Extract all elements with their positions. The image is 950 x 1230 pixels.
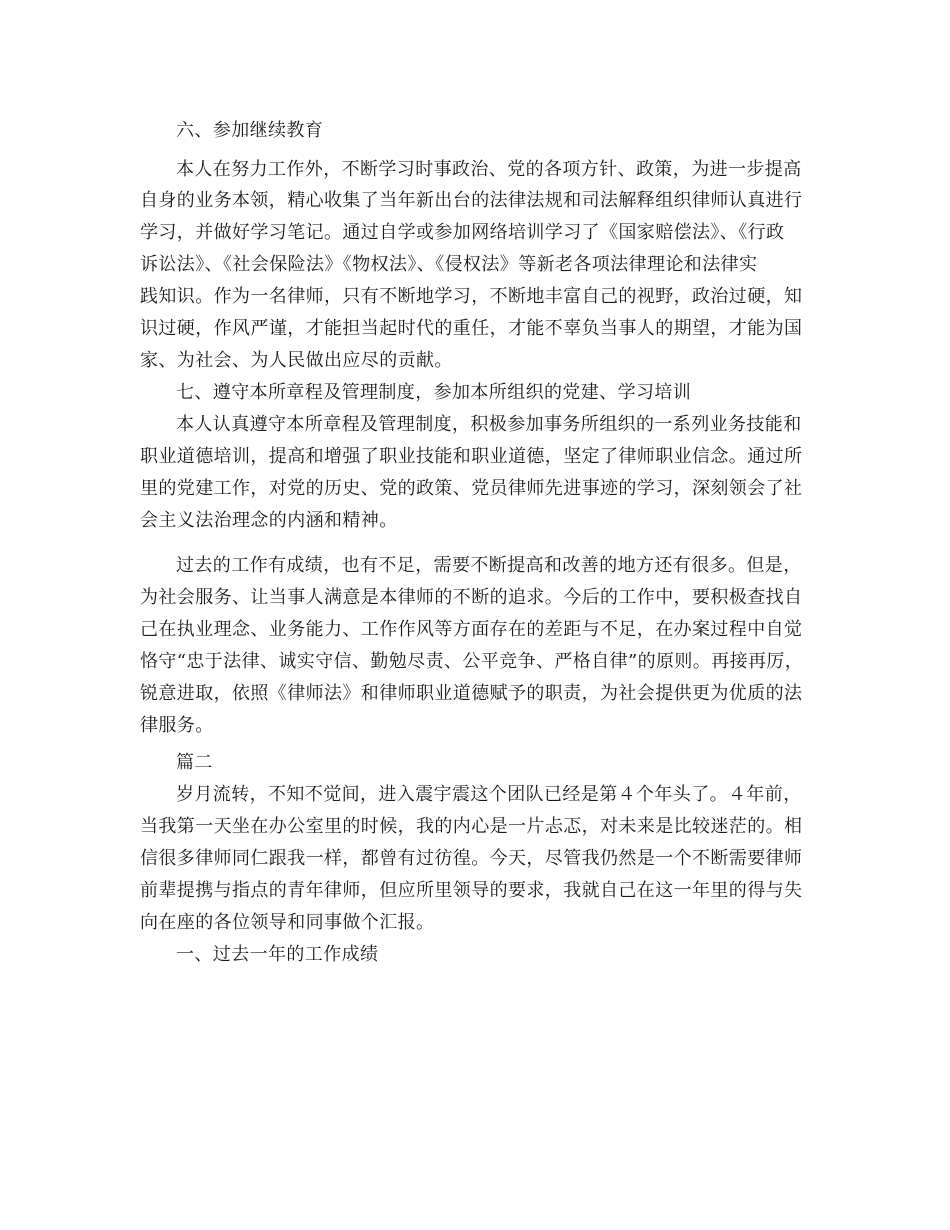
paragraph-line: 会主义法治理念的内涵和精神。 [140,510,398,531]
paragraph-line: 自身的业务本领，精心收集了当年新出台的法律法规和司法解释组织律师认真进行 [140,190,803,211]
section-heading-1: 一、过去一年的工作成绩 [176,944,379,965]
paragraph-line: 向在座的各位领导和同事做个汇报。 [140,912,435,933]
paragraph-line: 学习，并做好学习笔记。通过自学或参加网络培训学习了《国家赔偿法》、《行政 [140,222,785,243]
paragraph-line: 锐意进取，依照《律师法》和律师职业道德赋予的职责，为社会提供更为优质的法 [140,683,803,704]
paragraph-line: 恪守“忠于法律、诚实守信、勤勉尽责、公平竞争、严格自律”的原则。再接再厉， [140,651,804,672]
paragraph-line: 律服务。 [140,715,214,736]
paragraph-line: 职业道德培训，提高和增强了职业技能和职业道德，坚定了律师职业信念。通过所 [140,446,803,467]
paragraph-line: 己在执业理念、业务能力、工作作风等方面存在的差距与不足，在办案过程中自觉 [140,619,803,640]
paragraph-line: 当我第一天坐在办公室里的时候，我的内心是一片忐忑，对未来是比较迷茫的。相 [140,816,803,837]
paragraph-line: 诉讼法》、《社会保险法》《物权法》、《侵权法》等新老各项法律理论和法律实 [140,254,758,275]
section-heading-6: 六、参加继续教育 [176,120,324,141]
paragraph-line: 过去的工作有成绩，也有不足，需要不断提高和改善的地方还有很多。但是， [176,555,802,576]
paragraph-line: 前辈提携与指点的青年律师，但应所里领导的要求，我就自己在这一年里的得与失 [140,880,803,901]
paragraph-line: 识过硬，作风严谨，才能担当起时代的重任，才能不辜负当事人的期望，才能为国 [140,318,803,339]
paragraph-line: 本人在努力工作外，不断学习时事政治、党的各项方针、政策，为进一步提高 [176,159,802,180]
paragraph-line: 践知识。作为一名律师，只有不断地学习，不断地丰富自己的视野，政治过硬，知 [140,286,803,307]
paragraph-line: 岁月流转，不知不觉间，进入震宇震这个团队已经是第４个年头了。４年前， [176,784,802,805]
paragraph-line: 本人认真遵守本所章程及管理制度，积极参加事务所组织的一系列业务技能和 [176,414,802,435]
paragraph-line: 家、为社会、为人民做出应尽的贡献。 [140,350,453,371]
paragraph-line: 信很多律师同仁跟我一样，都曾有过彷徨。今天，尽管我仍然是一个不断需要律师 [140,848,803,869]
paragraph-line: 里的党建工作，对党的历史、党的政策、党员律师先进事迹的学习，深刻领会了社 [140,478,803,499]
section-heading-7: 七、遵守本所章程及管理制度，参加本所组织的党建、学习培训 [176,382,692,403]
article-heading: 篇二 [176,752,213,773]
paragraph-line: 为社会服务、让当事人满意是本律师的不断的追求。今后的工作中，要积极查找自 [140,587,803,608]
